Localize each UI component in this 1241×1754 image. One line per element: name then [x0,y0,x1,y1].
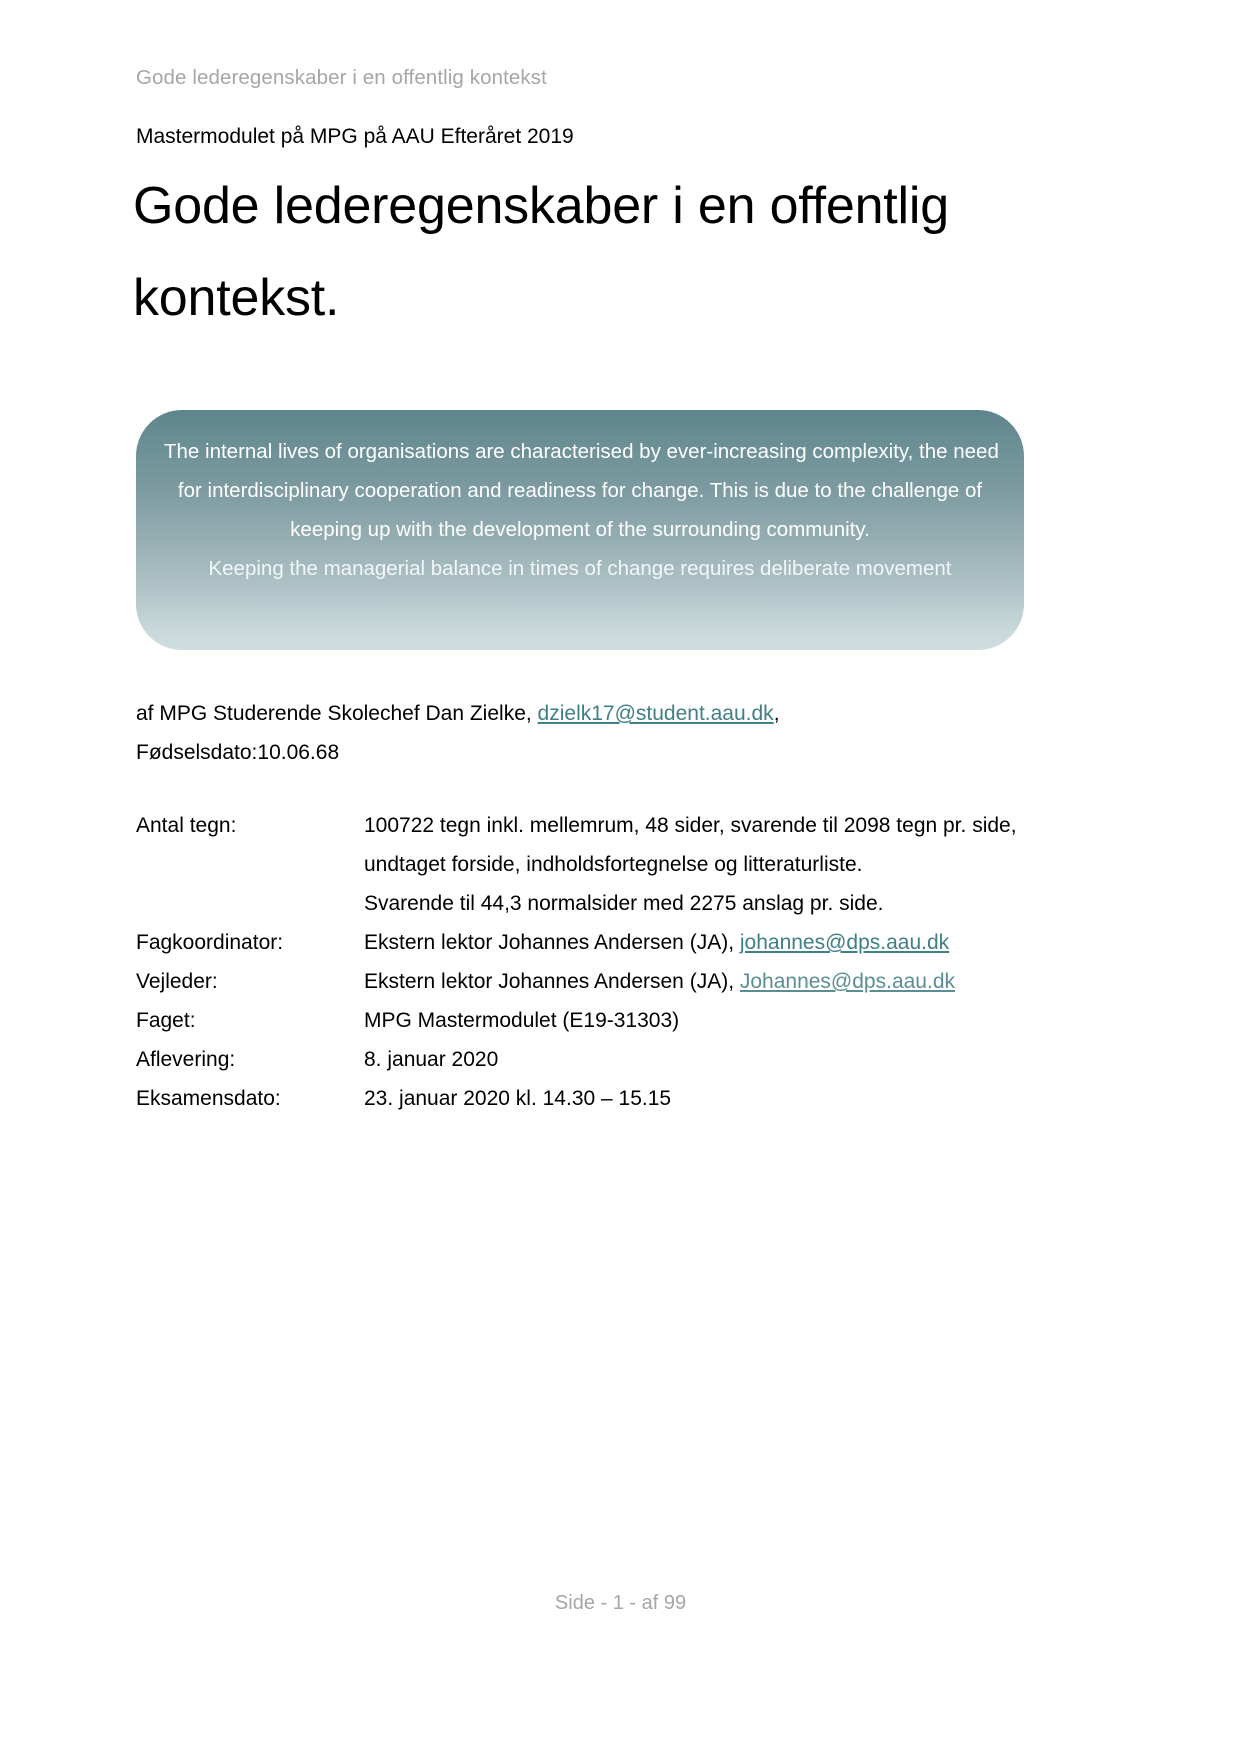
author-name-text: af MPG Studerende Skolechef Dan Zielke, [136,702,538,725]
fagkoordinator-name-text: Ekstern lektor Johannes Andersen (JA), [364,931,740,954]
meta-label-faget: Faget: [136,1009,196,1032]
meta-label-fagkoordinator: Fagkoordinator: [136,931,284,954]
meta-value-eksamensdato: 23. januar 2020 kl. 14.30 – 15.15 [364,1087,672,1110]
page-title: Gode lederegenskaber i en offentlig kontekst. [133,177,949,327]
meta-value-antal-tegn-line3: Svarende til 44,3 normalsider med 2275 anslag pr. side. [364,892,884,915]
table-row [136,1040,1116,1079]
author-email-link[interactable]: dzielk17@student.aau.dk [537,702,774,725]
author-line [136,694,780,733]
meta-value-aflevering: 8. januar 2020 [364,1048,499,1071]
table-row [136,962,1116,1001]
metadata-table [136,806,1116,1118]
vejleder-email-link[interactable]: Johannes@dps.aau.dk [739,970,955,993]
meta-label-eksamensdato: Eksamensdato: [136,1087,281,1110]
meta-value-antal-tegn [364,806,1116,923]
author-birthdate: Fødselsdato:10.06.68 [136,741,340,764]
meta-value-faget: MPG Mastermodulet (E19-31303) [364,1009,680,1032]
meta-value-fagkoordinator [364,923,1116,962]
pullquote-line-1: The internal lives of organisations are characterised by ever-increasing complexity, the need [164,440,999,463]
meta-value-antal-tegn-line2: undtaget forside, indholdsfortegnelse og litteraturliste. [364,853,863,876]
running-header: Gode lederegenskaber i en offentlig kontekst [136,66,547,89]
page-footer: Side - 1 - af 99 [554,1592,687,1614]
meta-value-antal-tegn-line1: 100722 tegn inkl. mellemrum, 48 sider, svarende til 2098 tegn pr. side, [364,814,1017,837]
pullquote-line-2: for interdisciplinary cooperation and readiness for change. This is due to the challenge of [177,479,983,502]
table-row [136,1079,1116,1118]
author-block [136,694,780,772]
pullquote-box [136,410,1024,650]
vejleder-name-text: Ekstern lektor Johannes Andersen (JA), [364,970,740,993]
fagkoordinator-email-link[interactable]: johannes@dps.aau.dk [739,931,950,954]
meta-label-aflevering: Aflevering: [136,1048,236,1071]
document-subtitle: Mastermodulet på MPG på AAU Efteråret 2019 [136,125,574,148]
meta-value-vejleder [364,962,1116,1001]
meta-label-antal-tegn: Antal tegn: [136,814,237,837]
pullquote-line-3: keeping up with the development of the surrounding community. [290,518,870,541]
table-row [136,1001,1116,1040]
meta-label-vejleder: Vejleder: [136,970,218,993]
table-row [136,806,1116,923]
pullquote-line-4: Keeping the managerial balance in times of change requires deliberate movement [208,557,952,580]
table-row [136,923,1116,962]
author-suffix-text: , [773,702,780,725]
